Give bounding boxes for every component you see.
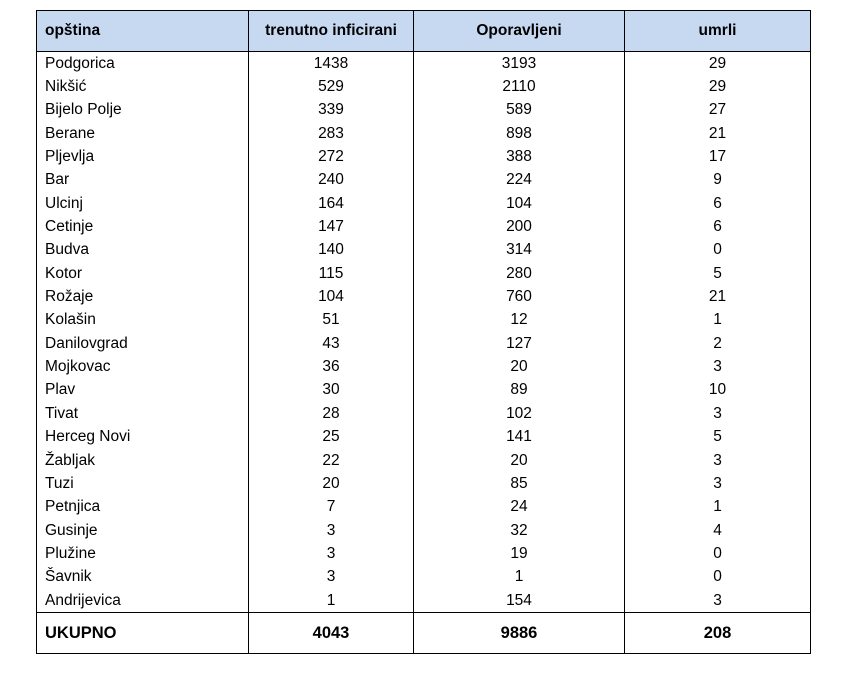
infected-cell: 51 [249,309,414,332]
deceased-cell: 3 [625,449,811,472]
recovered-cell: 760 [414,285,625,308]
recovered-cell: 2110 [414,75,625,98]
deceased-cell: 0 [625,542,811,565]
table-row [37,285,811,308]
table-row [37,75,811,98]
infected-cell: 140 [249,239,414,262]
infected-cell: 30 [249,379,414,402]
municipality-cell: Tuzi [37,472,249,495]
municipality-cell: Berane [37,122,249,145]
recovered-cell: 104 [414,192,625,215]
totals-deceased: 208 [625,613,811,654]
municipality-cell: Herceg Novi [37,426,249,449]
deceased-cell: 6 [625,215,811,238]
municipality-cell: Rožaje [37,285,249,308]
deceased-cell: 2 [625,332,811,355]
recovered-cell: 141 [414,426,625,449]
table-row [37,519,811,542]
recovered-cell: 19 [414,542,625,565]
deceased-cell: 3 [625,402,811,425]
table-row [37,402,811,425]
totals-currently-infected: 4043 [249,613,414,654]
infected-cell: 283 [249,122,414,145]
deceased-cell: 10 [625,379,811,402]
deceased-cell: 6 [625,192,811,215]
infected-cell: 43 [249,332,414,355]
municipality-cell: Žabljak [37,449,249,472]
municipality-cell: Budva [37,239,249,262]
table-row [37,239,811,262]
table-row [37,169,811,192]
infected-cell: 147 [249,215,414,238]
table-row [37,355,811,378]
table-row [37,589,811,613]
table-row [37,215,811,238]
table-row [37,332,811,355]
deceased-cell: 1 [625,496,811,519]
municipality-cell: Plužine [37,542,249,565]
infected-cell: 272 [249,145,414,168]
recovered-cell: 89 [414,379,625,402]
deceased-cell: 3 [625,355,811,378]
recovered-cell: 20 [414,355,625,378]
infected-cell: 115 [249,262,414,285]
municipality-cell: Plav [37,379,249,402]
infected-cell: 7 [249,496,414,519]
deceased-cell: 29 [625,52,811,76]
recovered-cell: 200 [414,215,625,238]
infected-cell: 25 [249,426,414,449]
table-row [37,262,811,285]
deceased-cell: 3 [625,472,811,495]
deceased-cell: 4 [625,519,811,542]
municipality-cell: Šavnik [37,566,249,589]
table-row [37,145,811,168]
municipality-cell: Pljevlja [37,145,249,168]
deceased-cell: 5 [625,426,811,449]
deceased-cell: 9 [625,169,811,192]
infected-cell: 36 [249,355,414,378]
recovered-cell: 589 [414,99,625,122]
recovered-cell: 388 [414,145,625,168]
deceased-cell: 27 [625,99,811,122]
table-row [37,496,811,519]
table-row [37,472,811,495]
municipality-cell: Nikšić [37,75,249,98]
municipality-stats-table [36,10,811,654]
deceased-cell: 3 [625,589,811,613]
recovered-cell: 32 [414,519,625,542]
infected-cell: 1 [249,589,414,613]
recovered-cell: 85 [414,472,625,495]
deceased-cell: 1 [625,309,811,332]
recovered-cell: 102 [414,402,625,425]
table-row [37,192,811,215]
totals-label: UKUPNO [37,613,249,654]
deceased-cell: 0 [625,566,811,589]
deceased-cell: 29 [625,75,811,98]
recovered-cell: 3193 [414,52,625,76]
recovered-cell: 127 [414,332,625,355]
deceased-cell: 21 [625,285,811,308]
deceased-cell: 21 [625,122,811,145]
table-row [37,426,811,449]
infected-cell: 529 [249,75,414,98]
infected-cell: 104 [249,285,414,308]
municipality-cell: Kolašin [37,309,249,332]
table-row [37,379,811,402]
table-row [37,566,811,589]
municipality-cell: Bijelo Polje [37,99,249,122]
municipality-cell: Petnjica [37,496,249,519]
table-row [37,122,811,145]
header-currently-infected: trenutno inficirani [249,11,414,52]
header-row [37,11,811,52]
infected-cell: 20 [249,472,414,495]
deceased-cell: 17 [625,145,811,168]
municipality-cell: Cetinje [37,215,249,238]
recovered-cell: 12 [414,309,625,332]
municipality-cell: Tivat [37,402,249,425]
table-row [37,542,811,565]
infected-cell: 3 [249,566,414,589]
recovered-cell: 1 [414,566,625,589]
recovered-cell: 24 [414,496,625,519]
municipality-cell: Podgorica [37,52,249,76]
infected-cell: 164 [249,192,414,215]
header-recovered: Oporavljeni [414,11,625,52]
header-municipality: opština [37,11,249,52]
municipality-cell: Kotor [37,262,249,285]
infected-cell: 240 [249,169,414,192]
totals-recovered: 9886 [414,613,625,654]
municipality-cell: Bar [37,169,249,192]
municipality-cell: Ulcinj [37,192,249,215]
recovered-cell: 898 [414,122,625,145]
table-row [37,309,811,332]
recovered-cell: 20 [414,449,625,472]
table-row [37,449,811,472]
table-row [37,99,811,122]
municipality-cell: Danilovgrad [37,332,249,355]
municipality-cell: Andrijevica [37,589,249,613]
header-deceased: umrli [625,11,811,52]
deceased-cell: 5 [625,262,811,285]
totals-row [37,613,811,654]
table-body [37,52,811,613]
infected-cell: 1438 [249,52,414,76]
infected-cell: 3 [249,519,414,542]
infected-cell: 28 [249,402,414,425]
infected-cell: 339 [249,99,414,122]
municipality-cell: Mojkovac [37,355,249,378]
table-row [37,52,811,76]
municipality-cell: Gusinje [37,519,249,542]
recovered-cell: 224 [414,169,625,192]
deceased-cell: 0 [625,239,811,262]
recovered-cell: 154 [414,589,625,613]
infected-cell: 22 [249,449,414,472]
recovered-cell: 280 [414,262,625,285]
infected-cell: 3 [249,542,414,565]
recovered-cell: 314 [414,239,625,262]
